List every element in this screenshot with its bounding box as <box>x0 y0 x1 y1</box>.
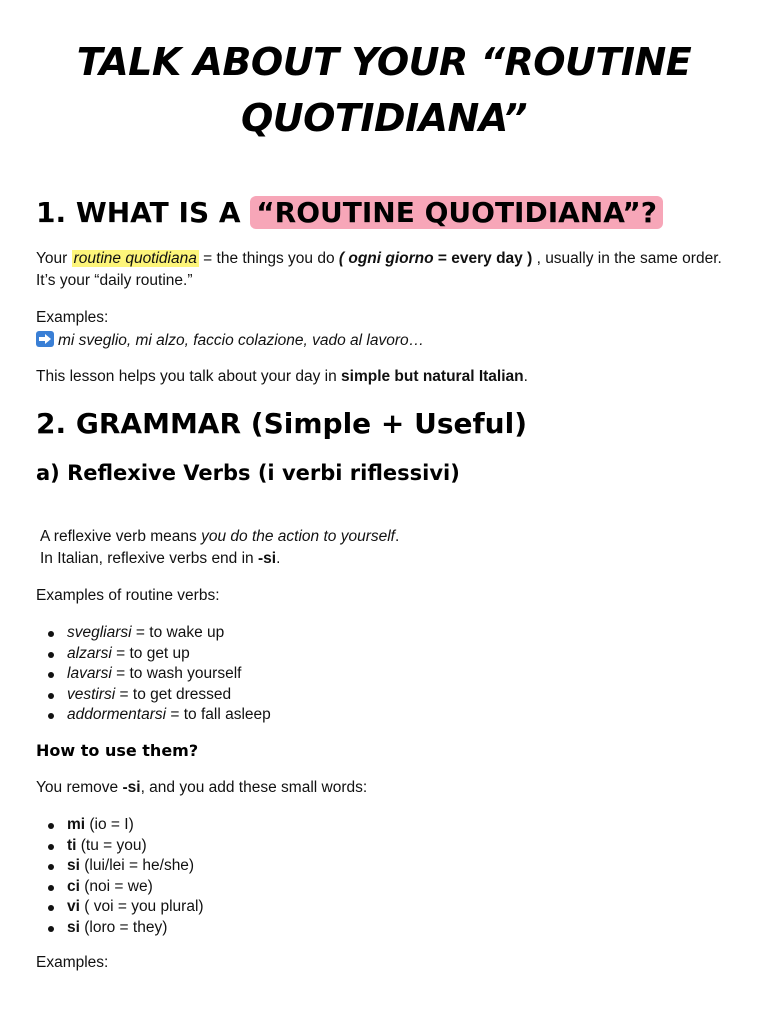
reflexive-line-2 <box>40 548 730 570</box>
pronoun-meaning: (lui/lei = he/she) <box>79 857 195 874</box>
page-title: TALK ABOUT YOUR “ROUTINE QUOTIDIANA” <box>76 40 692 140</box>
section-1-heading-prefix: 1. WHAT IS A <box>36 196 251 229</box>
right-arrow-icon <box>36 331 54 347</box>
pronoun-list <box>36 815 726 938</box>
list-item <box>36 836 726 857</box>
text-same-order: , usually in the same order. It’s your “daily routine.” <box>36 250 722 289</box>
list-item <box>36 877 726 898</box>
reflexive-end-period: . <box>276 550 281 567</box>
verb-meaning: = to wash yourself <box>111 665 242 682</box>
lesson-paragraph <box>36 366 726 388</box>
verb: vestirsi <box>67 685 116 703</box>
list-item <box>36 705 726 726</box>
reflexive-line-1 <box>40 526 730 548</box>
reflexive-end-text: In Italian, reflexive verbs end in <box>40 550 258 567</box>
verb: svegliarsi <box>67 624 132 641</box>
pronoun-meaning: (tu = you) <box>76 836 147 854</box>
lesson-text: This lesson helps you talk about your day in <box>36 368 342 385</box>
examples-label-end: Examples: <box>36 954 109 971</box>
section-2-heading: 2. GRAMMAR (Simple + Useful) <box>36 407 528 440</box>
text-every-day: = every day ) <box>433 250 537 267</box>
pronoun: si <box>67 918 80 936</box>
list-item <box>36 623 726 644</box>
reflexive-italic: you do the action to yourself <box>201 528 395 545</box>
list-item <box>36 685 726 706</box>
verb-meaning: = to get up <box>111 644 190 662</box>
text-ogni-giorno: ogni giorno <box>348 250 434 267</box>
text-things-you-do: = the things you do <box>198 250 339 267</box>
verb: alzarsi <box>67 644 112 662</box>
list-item <box>36 644 726 665</box>
pronoun-meaning: (loro = they) <box>79 918 168 936</box>
list-item <box>36 918 726 939</box>
pronoun: mi <box>67 816 86 833</box>
examples-label: Examples: <box>36 309 109 326</box>
remove-text: You remove <box>36 779 123 796</box>
lesson-bold: simple but natural Italian <box>341 368 524 385</box>
list-item <box>36 815 726 836</box>
subsection-a-heading: a) Reflexive Verbs (i verbi riflessivi) <box>36 461 460 485</box>
examples-text: mi sveglio, mi alzo, faccio colazione, vado al lavoro… <box>58 332 425 349</box>
remove-si-paragraph <box>36 777 726 799</box>
reflexive-period: . <box>394 528 400 545</box>
verb-list <box>36 623 726 726</box>
verb-meaning: = to fall asleep <box>166 706 271 723</box>
verb: lavarsi <box>67 665 112 682</box>
remove-si: -si <box>122 779 141 796</box>
text-paren-open: ( <box>338 250 349 267</box>
pronoun: ti <box>67 836 77 854</box>
verb-meaning: = to get dressed <box>115 685 232 703</box>
verb: addormentarsi <box>67 706 167 723</box>
term-routine-quotidiana: routine quotidiana <box>73 250 197 267</box>
pronoun-meaning: (noi = we) <box>79 877 153 895</box>
pronoun: vi <box>67 898 80 915</box>
reflexive-si: -si <box>257 550 277 567</box>
pronoun-meaning: ( voi = you plural) <box>79 898 204 915</box>
text-your: Your <box>36 250 72 267</box>
routine-examples-label: Examples of routine verbs: <box>36 587 220 604</box>
pronoun: si <box>67 857 80 874</box>
list-item <box>36 664 726 685</box>
lesson-period: . <box>523 368 528 385</box>
pronoun: ci <box>67 877 80 895</box>
section-1-heading-highlight: “ROUTINE QUOTIDIANA”? <box>250 196 663 229</box>
pronoun-meaning: (io = I) <box>85 816 134 833</box>
list-item <box>36 897 726 918</box>
reflexive-text: A reflexive verb means <box>40 528 202 545</box>
verb-meaning: = to wake up <box>131 624 225 641</box>
list-item <box>36 856 726 877</box>
how-to-use-heading: How to use them? <box>36 741 199 760</box>
examples-line <box>36 330 726 352</box>
remove-rest: , and you add these small words: <box>140 779 368 796</box>
definition-paragraph <box>36 248 726 292</box>
section-1-heading <box>36 193 663 233</box>
